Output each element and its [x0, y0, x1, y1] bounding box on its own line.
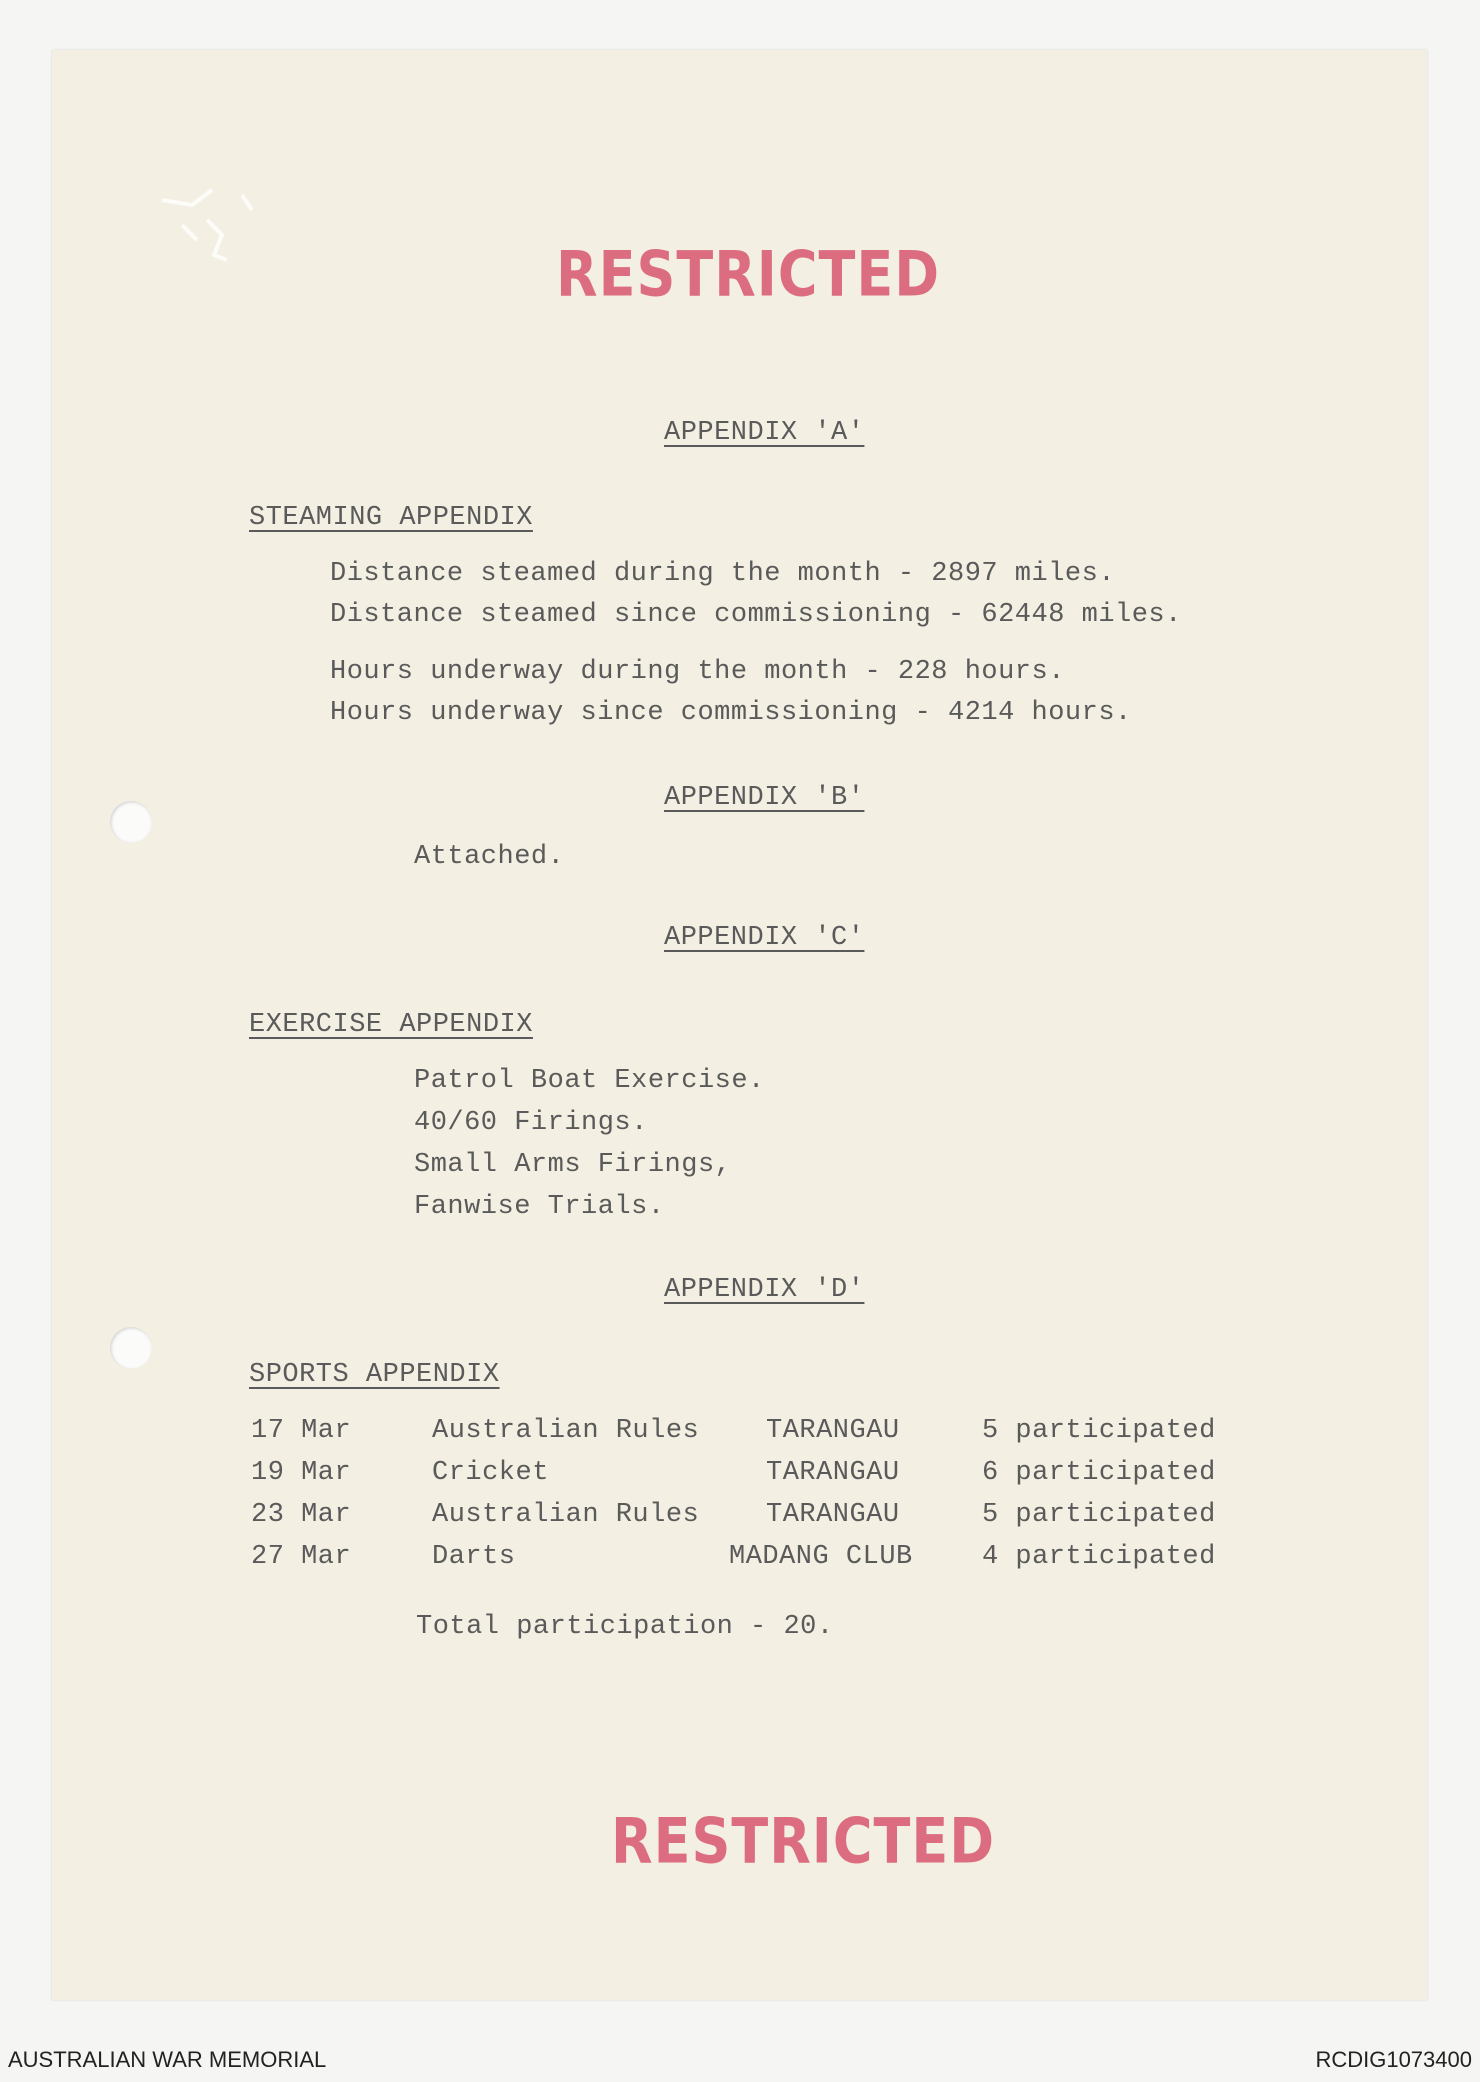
sport-venue: MADANG CLUB — [729, 1542, 913, 1572]
exercise-item: Fanwise Trials. — [414, 1192, 665, 1222]
sport-date: 19 Mar — [251, 1458, 352, 1488]
appendix-b-title: APPENDIX 'B' — [664, 783, 865, 813]
sport-venue: TARANGAU — [766, 1458, 900, 1488]
sport-venue: TARANGAU — [766, 1500, 900, 1530]
sport-date: 17 Mar — [251, 1416, 352, 1446]
restricted-stamp-bottom: RESTRICTED — [611, 1805, 996, 1878]
appendix-a-title: APPENDIX 'A' — [664, 418, 865, 448]
total-participation: Total participation - 20. — [416, 1612, 834, 1642]
appendix-b-text: Attached. — [414, 842, 565, 872]
sport-name: Cricket — [432, 1458, 549, 1488]
steaming-line: Hours underway since commissioning - 4214 hours. — [330, 698, 1132, 728]
sport-participation: 6 participated — [982, 1458, 1216, 1488]
sport-date: 23 Mar — [251, 1500, 352, 1530]
sport-name: Australian Rules — [432, 1416, 700, 1446]
exercise-item: 40/60 Firings. — [414, 1108, 648, 1138]
sport-name: Australian Rules — [432, 1500, 700, 1530]
steaming-line: Hours underway during the month - 228 hours. — [330, 657, 1065, 687]
steaming-line: Distance steamed during the month - 2897 miles. — [330, 559, 1116, 589]
sport-participation: 5 participated — [982, 1500, 1216, 1530]
appendix-d-title: APPENDIX 'D' — [664, 1275, 865, 1305]
paper-scuff-mark — [152, 180, 292, 290]
footer-record-id: RCDIG1073400 — [1315, 2047, 1472, 2072]
sport-name: Darts — [432, 1542, 516, 1572]
punch-hole — [110, 1327, 152, 1369]
exercise-item: Small Arms Firings, — [414, 1150, 732, 1180]
footer-institution: AUSTRALIAN WAR MEMORIAL — [8, 2047, 327, 2072]
exercise-appendix-heading: EXERCISE APPENDIX — [249, 1010, 533, 1040]
restricted-stamp-top: RESTRICTED — [556, 238, 941, 311]
sports-appendix-heading: SPORTS APPENDIX — [249, 1360, 500, 1390]
sport-participation: 5 participated — [982, 1416, 1216, 1446]
exercise-item: Patrol Boat Exercise. — [414, 1066, 765, 1096]
punch-hole — [110, 801, 152, 843]
sport-date: 27 Mar — [251, 1542, 352, 1572]
appendix-c-title: APPENDIX 'C' — [664, 923, 865, 953]
steaming-line: Distance steamed since commissioning - 62448 miles. — [330, 600, 1182, 630]
sport-participation: 4 participated — [982, 1542, 1216, 1572]
steaming-appendix-heading: STEAMING APPENDIX — [249, 503, 533, 533]
sport-venue: TARANGAU — [766, 1416, 900, 1446]
